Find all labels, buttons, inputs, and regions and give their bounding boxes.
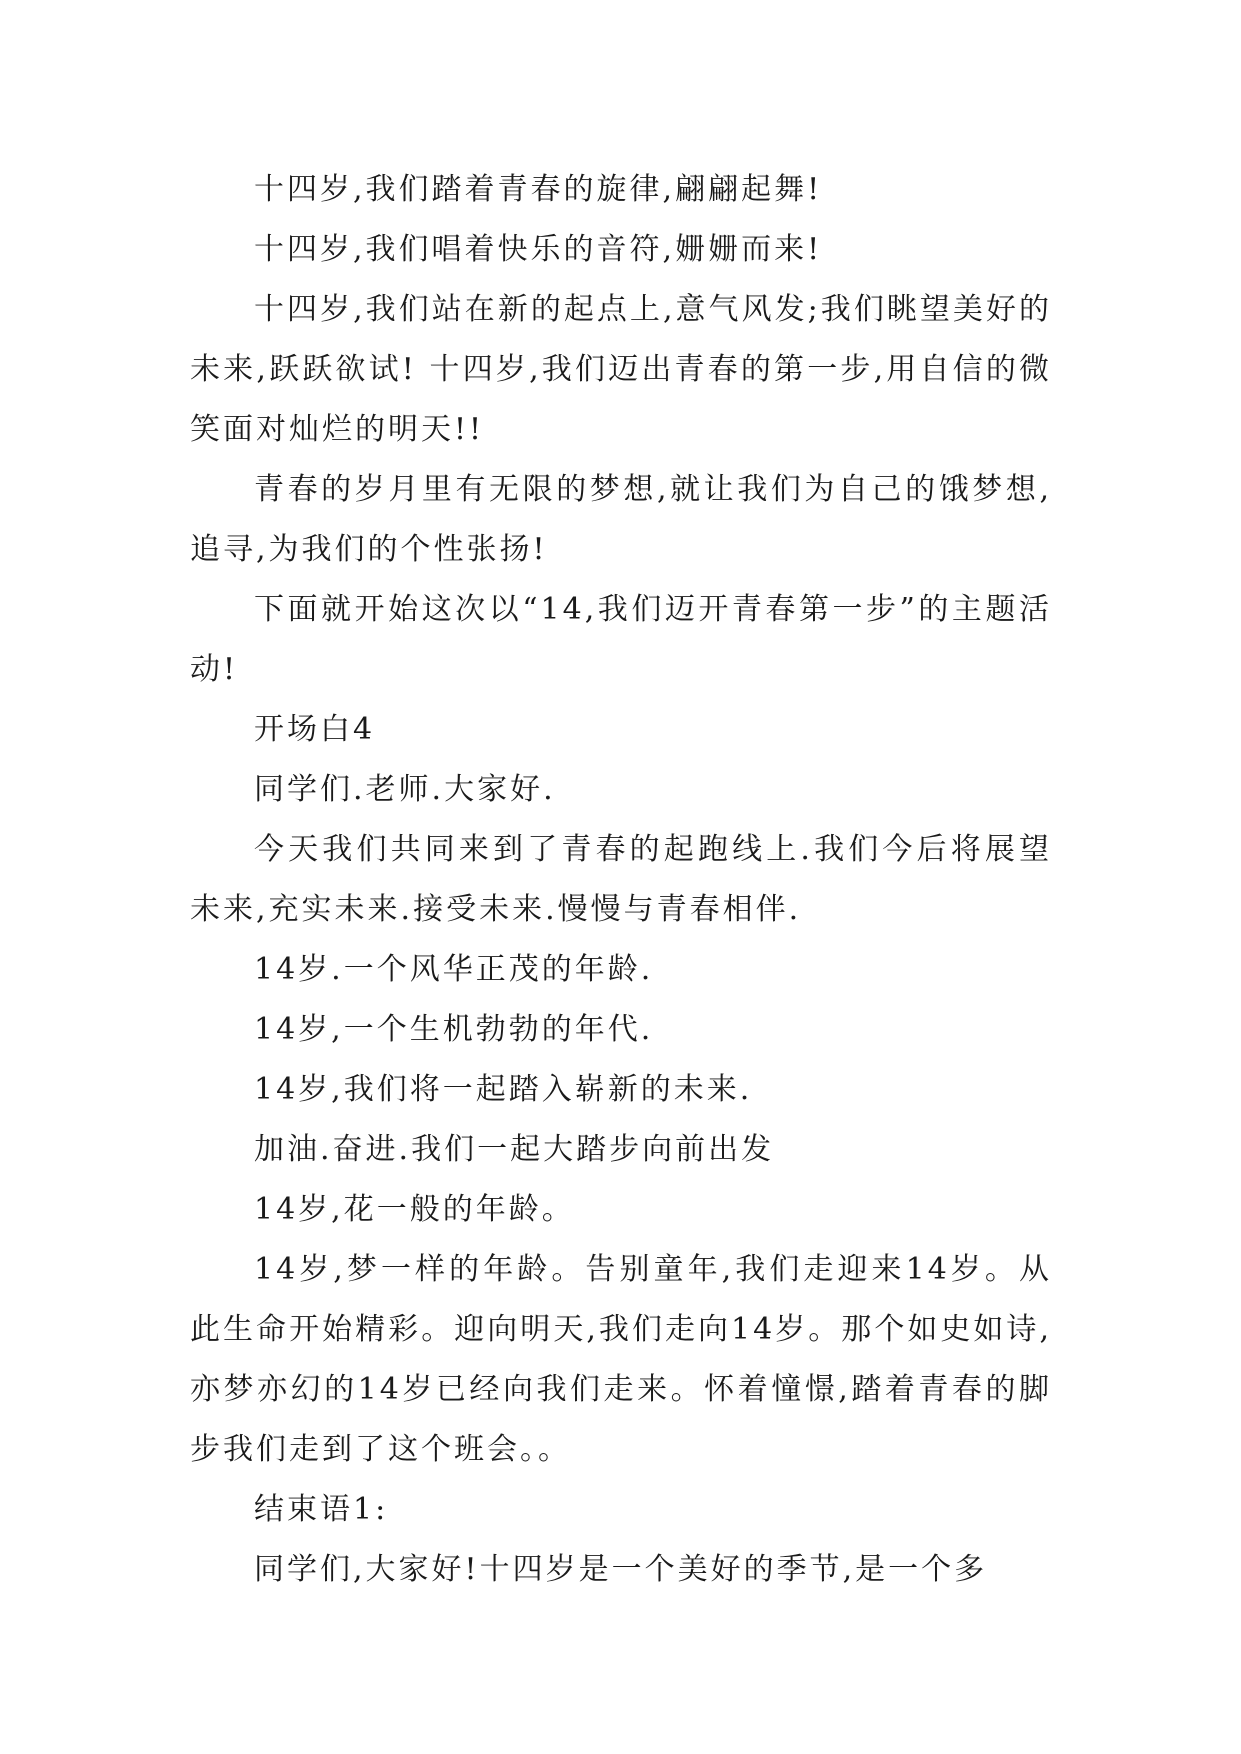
paragraph: 14岁.一个风华正茂的年龄. <box>254 952 654 987</box>
paragraph: 青春的岁月里有无限的梦想,就让我们为自己的饿梦想,追寻,为我们的个性张扬! <box>190 472 1052 567</box>
section-heading: 开场白4 <box>254 712 376 747</box>
paragraph: 同学们,大家好!十四岁是一个美好的季节,是一个多 <box>254 1552 988 1587</box>
section-heading: 结束语1: <box>254 1492 389 1527</box>
paragraph: 14岁,梦一样的年龄。告别童年,我们走迎来14岁。从此生命开始精彩。迎向明天,我们走向14岁。那个如史如诗,亦梦亦幻的14岁已经向我们走来。怀着憧憬,踏着青春的脚步我们走到了这个班会。。 <box>190 1252 1052 1467</box>
paragraph: 14岁,花一般的年龄。 <box>254 1192 575 1227</box>
paragraph: 下面就开始这次以“14,我们迈开青春第一步”的主题活动! <box>190 592 1052 687</box>
paragraph: 同学们.老师.大家好. <box>254 772 556 807</box>
paragraph: 14岁,我们将一起踏入崭新的未来. <box>254 1072 753 1107</box>
paragraph: 今天我们共同来到了青春的起跑线上.我们今后将展望未来,充实未来.接受未来.慢慢与青春相伴. <box>190 832 1052 927</box>
paragraph: 十四岁,我们唱着快乐的音符,姗姗而来! <box>254 232 823 267</box>
paragraph: 十四岁,我们站在新的起点上,意气风发;我们眺望美好的未来,跃跃欲试! 十四岁,我们迈出青春的第一步,用自信的微笑面对灿烂的明天!! <box>190 292 1052 447</box>
paragraph: 加油.奋进.我们一起大踏步向前出发 <box>254 1132 775 1167</box>
document-body <box>190 160 1052 1600</box>
paragraph: 14岁,一个生机勃勃的年代. <box>254 1012 654 1047</box>
paragraph: 十四岁,我们踏着青春的旋律,翩翩起舞! <box>254 172 823 207</box>
